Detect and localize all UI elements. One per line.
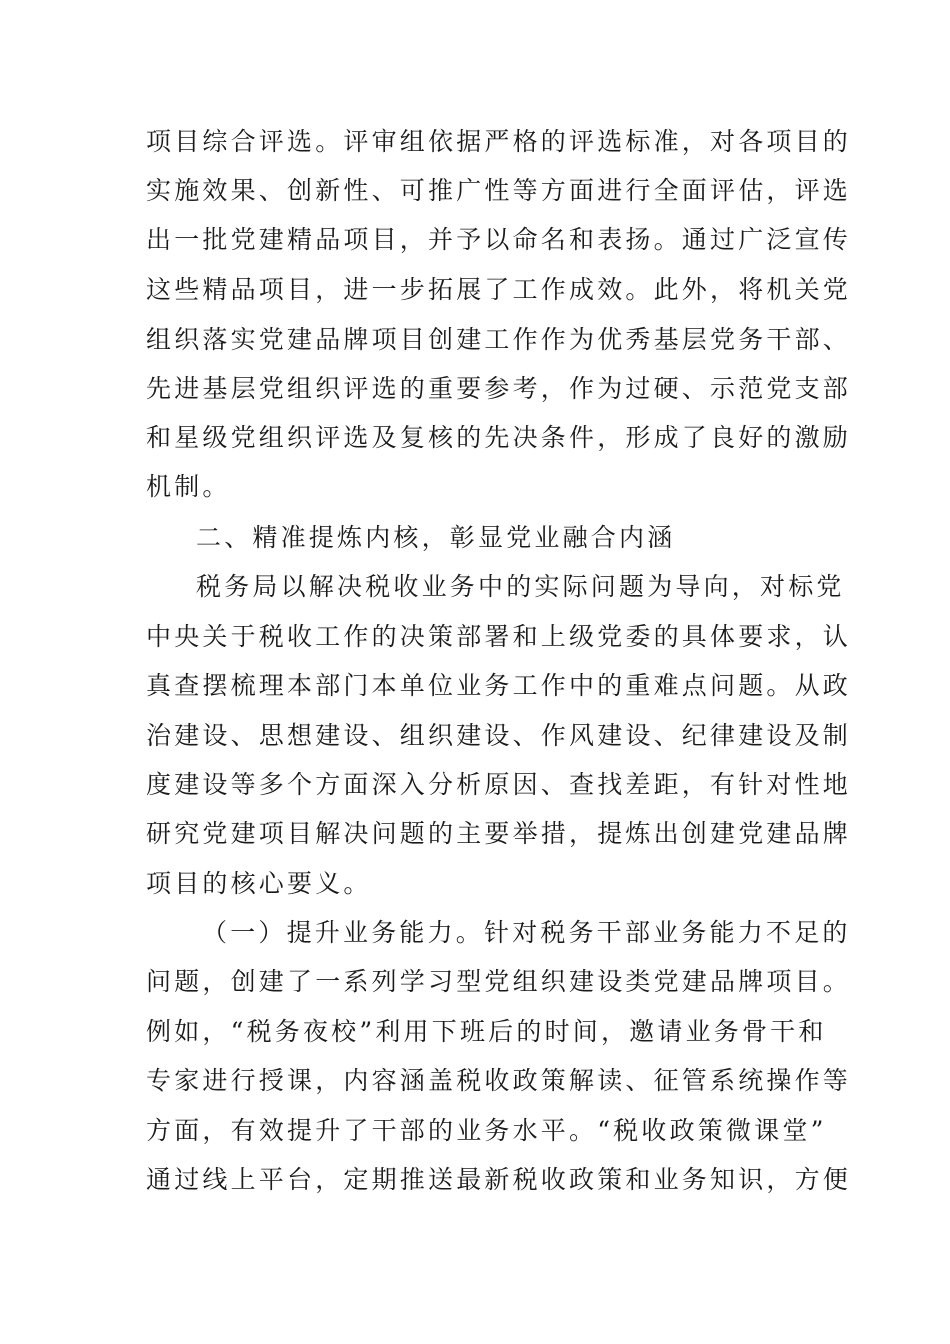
paragraph-line: 方面，有效提升了干部的业务水平。“税收政策微课堂” <box>146 1116 827 1145</box>
paragraph-line: 研究党建项目解决问题的主要举措，提炼出创建党建品牌 <box>146 819 852 848</box>
paragraph-line: 机制。 <box>146 472 231 501</box>
paragraph-line: 组织落实党建品牌项目创建工作作为优秀基层党务干部、 <box>146 325 852 354</box>
paragraph-line: 项目的核心要义。 <box>146 869 372 898</box>
paragraph-line: 治建设、思想建设、组织建设、作风建设、纪律建设及制 <box>146 721 852 750</box>
paragraph-line: 问题，创建了一系列学习型党组织建设类党建品牌项目。 <box>146 967 852 996</box>
paragraph-line: 出一批党建精品项目，并予以命名和表扬。通过广泛宣传 <box>146 225 852 254</box>
paragraph-line: 实施效果、创新性、可推广性等方面进行全面评估，评选 <box>146 176 852 205</box>
paragraph-line: 这些精品项目，进一步拓展了工作成效。此外，将机关党 <box>146 275 852 304</box>
paragraph-line: 例如，“税务夜校”利用下班后的时间，邀请业务骨干和 <box>146 1017 827 1046</box>
paragraph-line: 中央关于税收工作的决策部署和上级党委的具体要求，认 <box>146 622 852 651</box>
paragraph-line: 项目综合评选。评审组依据严格的评选标准，对各项目的 <box>146 127 852 156</box>
paragraph-line: 真查摆梳理本部门本单位业务工作中的重难点问题。从政 <box>146 671 852 700</box>
paragraph-line: 度建设等多个方面深入分析原因、查找差距，有针对性地 <box>146 770 852 799</box>
section-heading: 二、精准提炼内核，彰显党业融合内涵 <box>196 523 676 552</box>
paragraph-line: 先进基层党组织评选的重要参考，作为过硬、示范党支部 <box>146 374 852 403</box>
subsection-line: （一）提升业务能力。针对税务干部业务能力不足的 <box>202 918 851 947</box>
paragraph-line: 税务局以解决税收业务中的实际问题为导向，对标党 <box>196 572 845 601</box>
paragraph-line: 专家进行授课，内容涵盖税收政策解读、征管系统操作等 <box>146 1066 852 1095</box>
paragraph-line: 和星级党组织评选及复核的先决条件，形成了良好的激励 <box>146 423 852 452</box>
paragraph-line: 通过线上平台，定期推送最新税收政策和业务知识，方便 <box>146 1165 852 1194</box>
